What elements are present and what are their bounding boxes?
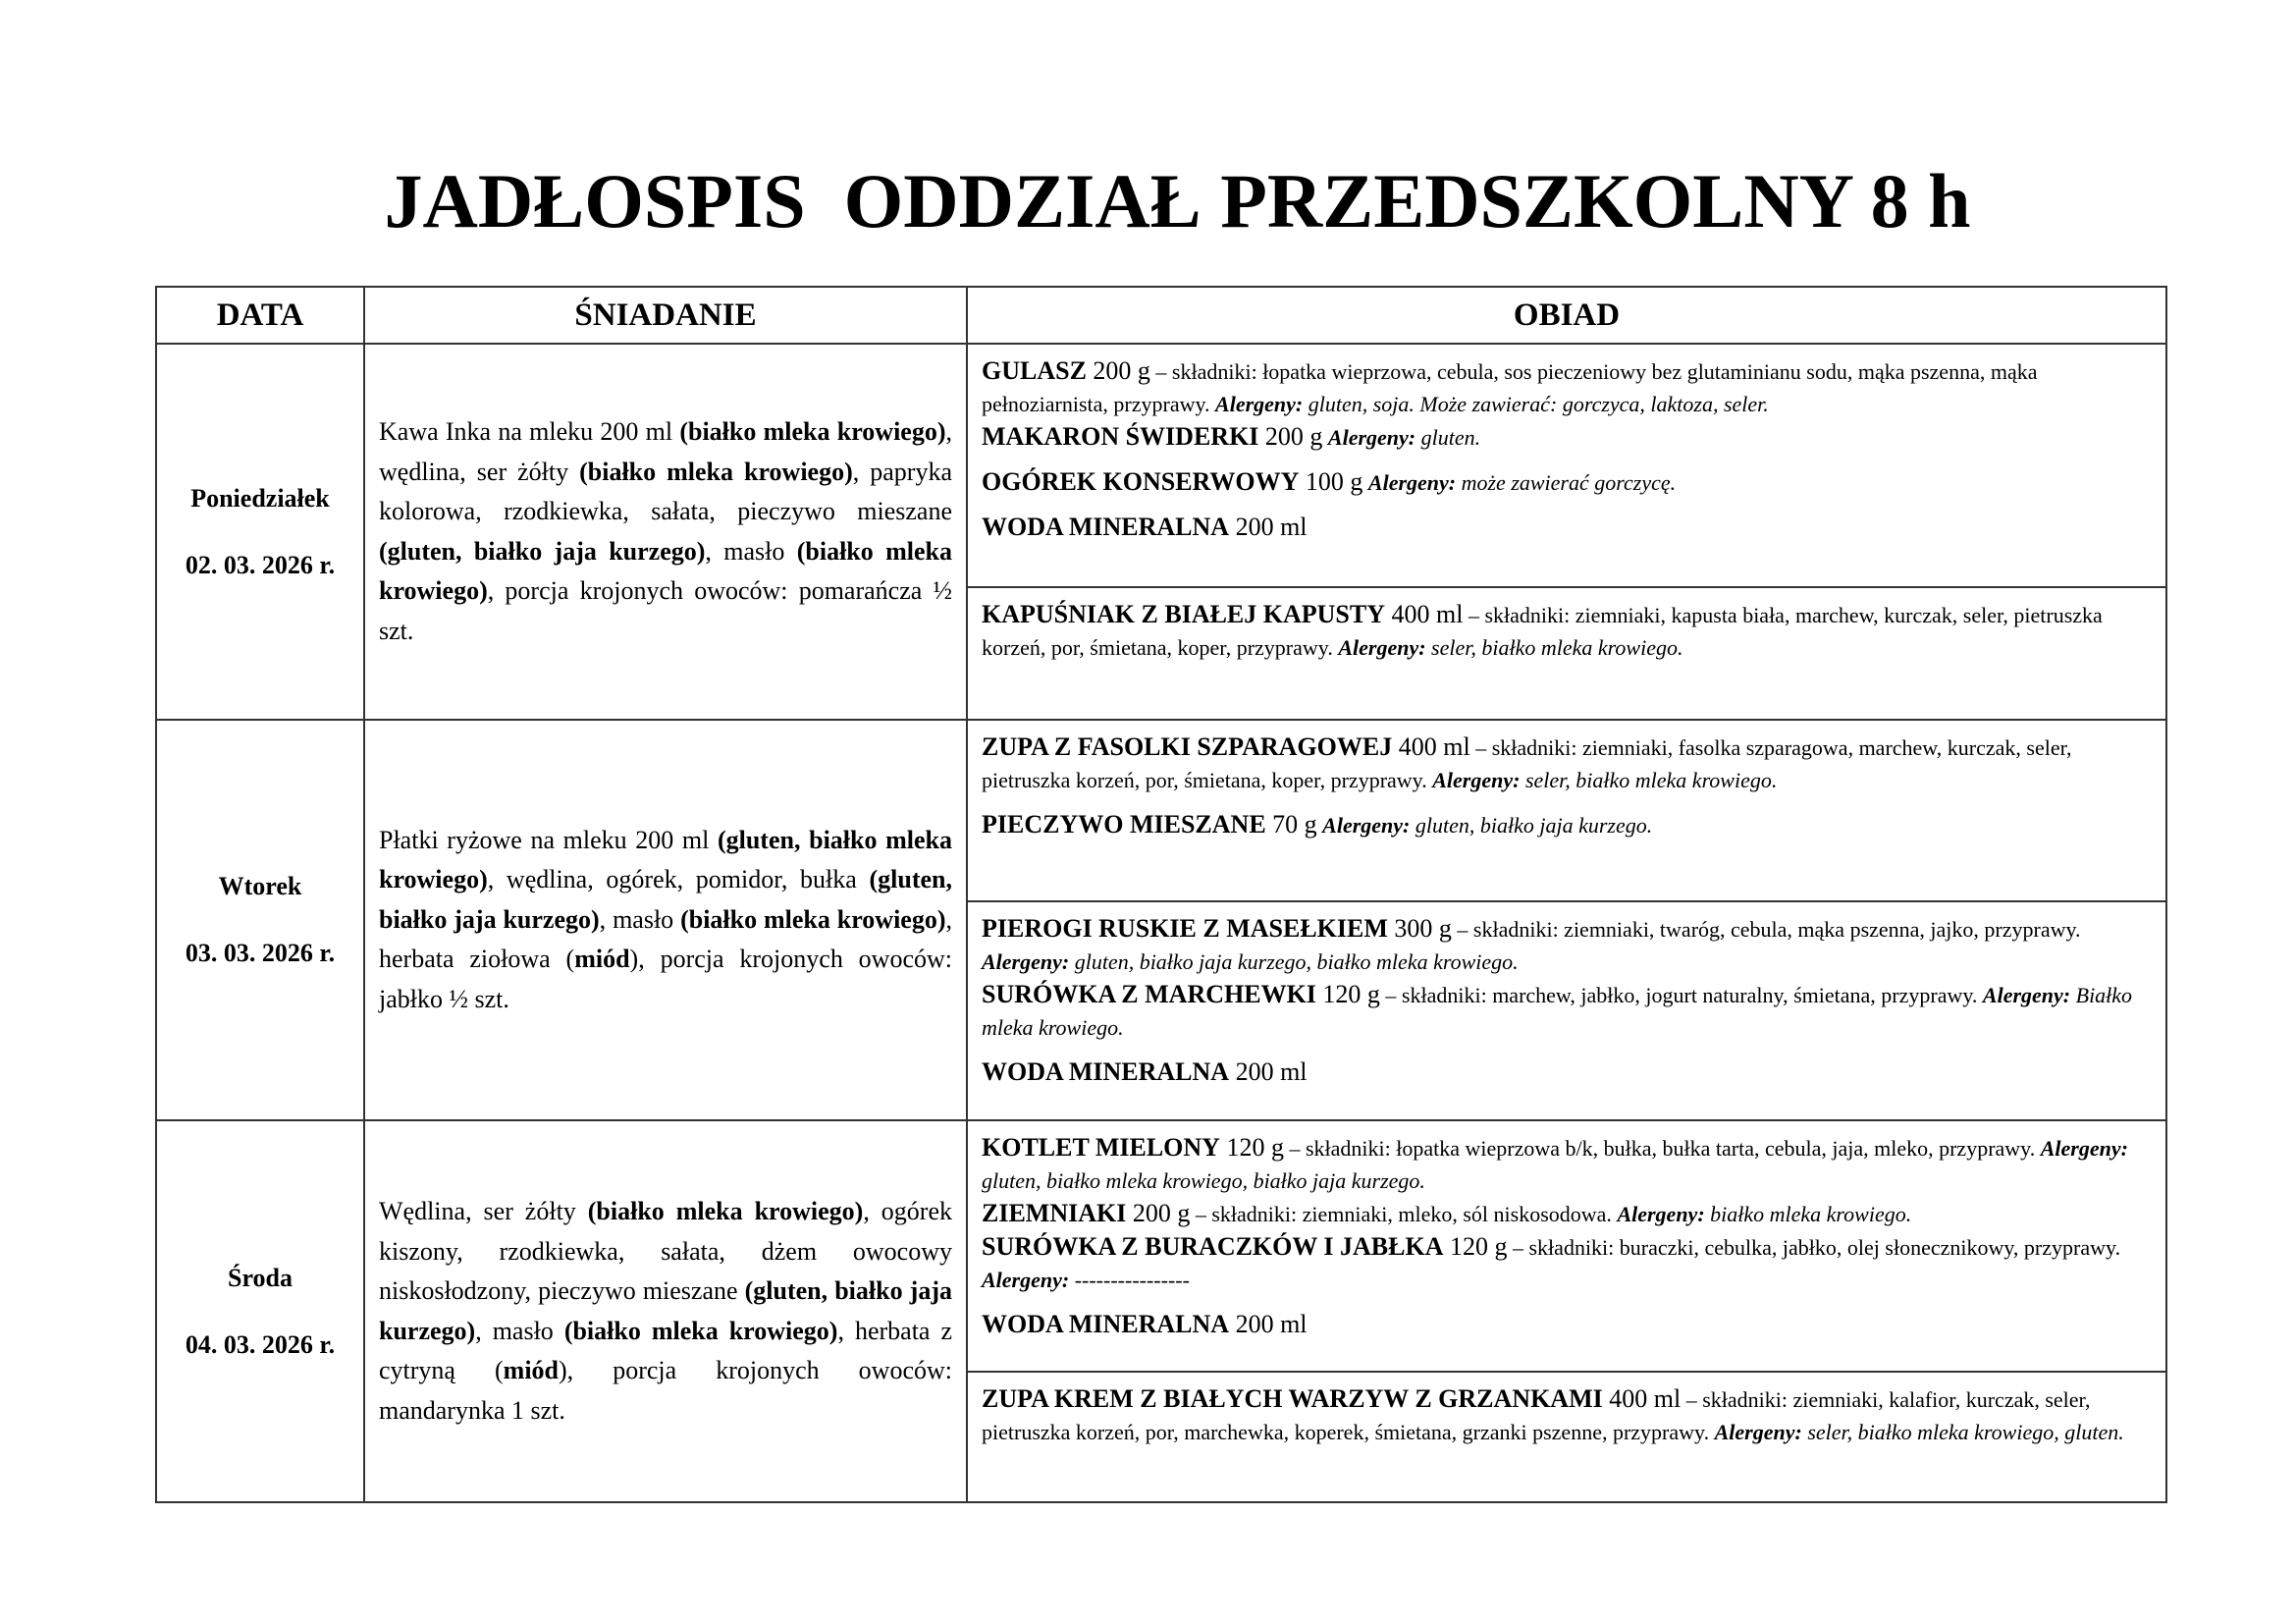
- breakfast-text: , wędlina, ogórek, pomidor, bułka: [487, 865, 870, 894]
- date-cell: [156, 1120, 364, 1502]
- dish-item: [982, 465, 2152, 499]
- dish-name: KOTLET MIELONY: [982, 1133, 1220, 1162]
- spacer: [982, 1044, 2152, 1056]
- allergen-list: gluten.: [1415, 425, 1481, 450]
- dish-quantity: 120 g: [1219, 1133, 1284, 1162]
- dish-ingredients: – składniki: ziemniaki, kapusta biała, marchew, kurczak, seler, pietruszka korzeń, por, śmietana, koper, przyprawy.: [982, 603, 2103, 660]
- dish-ingredients: – składniki: buraczki, cebulka, jabłko, olej słonecznikowy, przyprawy.: [1507, 1235, 2121, 1260]
- day-row: [156, 1120, 2166, 1502]
- dish-name: ZUPA Z FASOLKI SZPARAGOWEJ: [982, 732, 1393, 761]
- lunch-cell: [967, 1120, 2166, 1502]
- dish-quantity: 120 g: [1443, 1232, 1508, 1261]
- allergen-label: Alergeny:: [1367, 470, 1457, 495]
- allergen-list: gluten, białko jaja kurzego.: [1410, 813, 1653, 838]
- dish-name: PIECZYWO MIESZANE: [982, 810, 1266, 839]
- dish-quantity: 300 g: [1387, 914, 1452, 943]
- dish-name: KAPUŚNIAK Z BIAŁEJ KAPUSTY: [982, 600, 1386, 628]
- dish-item: [982, 1382, 2152, 1448]
- day-name: Wtorek: [218, 872, 302, 900]
- allergen-text: miód: [574, 945, 630, 974]
- allergen-list: gluten, białko mleka krowiego, białko jaja kurzego.: [982, 1168, 1425, 1193]
- dish-quantity: 200 ml: [1229, 1310, 1308, 1338]
- page-title: JADŁOSPIS ODDZIAŁ PRZEDSZKOLNY 8 h: [384, 158, 1971, 244]
- dish-name: MAKARON ŚWIDERKI: [982, 422, 1259, 451]
- dish-name: ZIEMNIAKI: [982, 1199, 1127, 1227]
- header-lunch: OBIAD: [967, 287, 2166, 344]
- spacer: [982, 796, 2152, 808]
- breakfast-text: Płatki ryżowe na mleku 200 ml: [379, 825, 718, 854]
- allergen-label: Alergeny:: [982, 1268, 1070, 1292]
- dish-item: [982, 808, 2152, 841]
- allergen-text: (gluten, białko jaja kurzego): [379, 1276, 952, 1345]
- dish-name: SURÓWKA Z MARCHEWKI: [982, 980, 1316, 1008]
- allergen-text: (białko mleka krowiego): [587, 1197, 864, 1225]
- dish-item: [982, 1131, 2152, 1197]
- lunch-block: [968, 1371, 2165, 1501]
- dish-item: [982, 1056, 2152, 1089]
- lunch-cell: [967, 344, 2166, 720]
- allergen-text: (białko mleka krowiego): [379, 536, 952, 605]
- spacer: [982, 454, 2152, 465]
- dish-item: [982, 1308, 2152, 1341]
- allergen-text: (białko mleka krowiego): [579, 457, 853, 486]
- dish-item: [982, 1197, 2152, 1230]
- dish-quantity: 200 g: [1258, 422, 1323, 451]
- day-date: 02. 03. 2026 r.: [185, 550, 336, 579]
- allergen-label: Alergeny:: [2040, 1136, 2128, 1161]
- allergen-text: (gluten, białko jaja kurzego): [379, 536, 706, 566]
- dish-ingredients: – składniki: ziemniaki, twaróg, cebula, mąka pszenna, jajko, przyprawy.: [1451, 917, 2081, 942]
- menu-body: [156, 344, 2166, 1502]
- dish-item: [982, 354, 2152, 420]
- dish-ingredients: – składniki: ziemniaki, mleko, sól niskosodowa.: [1190, 1202, 1618, 1226]
- allergen-label: Alergeny:: [982, 949, 1070, 974]
- menu-table: [155, 286, 2167, 1503]
- date-cell: [156, 344, 364, 720]
- dish-quantity: 400 ml: [1602, 1384, 1682, 1413]
- breakfast-text: , herbata ziołowa (: [379, 904, 953, 974]
- breakfast-text: , herbata z cytryną (: [379, 1316, 952, 1384]
- allergen-label: Alergeny:: [1322, 813, 1411, 838]
- allergen-label: Alergeny:: [1714, 1420, 1802, 1444]
- breakfast-text: , wędlina, ser żółty: [379, 417, 952, 486]
- breakfast-text: ), porcja krojonych owoców: mandarynka 1 szt.: [379, 1356, 953, 1425]
- day-date: 03. 03. 2026 r.: [185, 939, 336, 967]
- header-row: [156, 287, 2166, 344]
- spacer: [982, 499, 2152, 511]
- allergen-list: seler, białko mleka krowiego, gluten.: [1801, 1420, 2124, 1444]
- spacer: [982, 1296, 2152, 1308]
- dish-name: GULASZ: [982, 356, 1087, 385]
- allergen-text: (gluten, białko jaja kurzego): [379, 865, 952, 934]
- breakfast-text: , masło: [475, 1316, 564, 1345]
- dish-name: WODA MINERALNA: [982, 1310, 1230, 1338]
- breakfast-text: ), porcja krojonych owoców: jabłko ½ szt.: [379, 945, 953, 1013]
- breakfast-cell: [364, 344, 967, 720]
- allergen-label: Alergeny:: [1327, 425, 1416, 450]
- dish-name: WODA MINERALNA: [982, 513, 1230, 541]
- dish-name: WODA MINERALNA: [982, 1057, 1230, 1086]
- breakfast-text: Kawa Inka na mleku 200 ml: [379, 417, 680, 446]
- dish-quantity: 400 ml: [1392, 732, 1470, 761]
- dish-quantity: 200 ml: [1229, 513, 1308, 541]
- day-row: [156, 720, 2166, 1120]
- day-name: Środa: [228, 1263, 293, 1292]
- dish-name: SURÓWKA Z BURACZKÓW I JABŁKA: [982, 1232, 1444, 1261]
- allergen-text: (białko mleka krowiego): [563, 1316, 838, 1345]
- allergen-label: Alergeny:: [1432, 768, 1521, 792]
- allergen-text: (białko mleka krowiego): [680, 904, 946, 934]
- dish-name: ZUPA KREM Z BIAŁYCH WARZYW Z GRZANKAMI: [982, 1384, 1603, 1413]
- dish-item: [982, 420, 2152, 454]
- lunch-block: [968, 1121, 2165, 1371]
- allergen-label: Alergeny:: [1215, 392, 1304, 416]
- allergen-label: Alergeny:: [1982, 983, 2071, 1007]
- dish-ingredients: – składniki: ziemniaki, kalafior, kurczak, seler, pietruszka korzeń, por, marchewka, koperek, śmietana, grzanki pszenne, przyprawy.: [982, 1387, 2091, 1444]
- breakfast-text: Wędlina, ser żółty: [379, 1197, 588, 1225]
- dish-quantity: 120 g: [1315, 980, 1380, 1008]
- dish-name: PIEROGI RUSKIE Z MASEŁKIEM: [982, 914, 1388, 943]
- lunch-cell: [967, 720, 2166, 1120]
- allergen-text: (gluten, białko mleka krowiego): [379, 825, 952, 894]
- dish-item: [982, 731, 2152, 796]
- dish-ingredients: – składniki: łopatka wieprzowa, cebula, sos pieczeniowy bez glutaminianu sodu, mąka pszenna, mąka pełnoziarnista, przyprawy.: [982, 359, 2038, 416]
- breakfast-cell: [364, 720, 967, 1120]
- day-date: 04. 03. 2026 r.: [185, 1329, 336, 1359]
- dish-name: OGÓREK KONSERWOWY: [982, 467, 1300, 496]
- allergen-text: miód: [503, 1356, 560, 1384]
- lunch-block: [968, 900, 2165, 1119]
- dish-quantity: 200 ml: [1229, 1057, 1308, 1086]
- lunch-block: [968, 345, 2165, 586]
- dish-ingredients: – składniki: łopatka wieprzowa b/k, bułka, bułka tarta, cebula, jaja, mleko, przyprawy.: [1283, 1136, 2041, 1161]
- dish-item: [982, 1230, 2152, 1296]
- allergen-text: (białko mleka krowiego): [679, 417, 946, 446]
- allergen-list: ----------------: [1069, 1268, 1190, 1292]
- dish-item: [982, 511, 2152, 544]
- breakfast-text: , masło: [599, 904, 681, 934]
- allergen-label: Alergeny:: [1617, 1202, 1705, 1226]
- dish-item: [982, 598, 2152, 664]
- date-cell: [156, 720, 364, 1120]
- breakfast-text: , porcja krojonych owoców: pomarańcza ½ szt.: [379, 576, 952, 645]
- dish-ingredients: – składniki: marchew, jabłko, jogurt naturalny, śmietana, przyprawy.: [1379, 983, 1983, 1007]
- lunch-block: [968, 586, 2165, 719]
- allergen-list: może zawierać gorczycę.: [1456, 470, 1677, 495]
- allergen-list: Białko mleka krowiego.: [982, 983, 2133, 1040]
- allergen-list: seler, białko mleka krowiego.: [1520, 768, 1778, 792]
- header-date: DATA: [156, 287, 364, 344]
- breakfast-text: , ogórek kiszony, rzodkiewka, sałata, dżem owocowy niskosłodzony, pieczywo mieszane: [379, 1197, 953, 1305]
- day-row: [156, 344, 2166, 720]
- dish-quantity: 400 ml: [1385, 600, 1464, 628]
- allergen-list: gluten, soja. Może zawierać: gorczyca, laktoza, seler.: [1303, 392, 1769, 416]
- dish-item: [982, 912, 2152, 978]
- dish-quantity: 200 g: [1126, 1199, 1191, 1227]
- allergen-list: seler, białko mleka krowiego.: [1425, 635, 1683, 660]
- breakfast-text: , masło: [705, 536, 797, 566]
- dish-ingredients: – składniki: ziemniaki, fasolka szparagowa, marchew, kurczak, seler, pietruszka korzeń, por, śmietana, koper, przyprawy.: [982, 735, 2072, 792]
- dish-item: [982, 978, 2152, 1044]
- header-breakfast: ŚNIADANIE: [364, 287, 967, 344]
- breakfast-text: , papryka kolorowa, rzodkiewka, sałata, pieczywo mieszane: [379, 457, 952, 525]
- dish-quantity: 70 g: [1265, 810, 1317, 839]
- breakfast-cell: [364, 1120, 967, 1502]
- allergen-list: białko mleka krowiego.: [1704, 1202, 1912, 1226]
- allergen-label: Alergeny:: [1338, 635, 1426, 660]
- lunch-block: [968, 721, 2165, 900]
- allergen-list: gluten, białko jaja kurzego, białko mleka krowiego.: [1069, 949, 1519, 974]
- dish-quantity: 200 g: [1086, 356, 1150, 385]
- day-name: Poniedziałek: [190, 483, 330, 513]
- dish-quantity: 100 g: [1299, 467, 1363, 496]
